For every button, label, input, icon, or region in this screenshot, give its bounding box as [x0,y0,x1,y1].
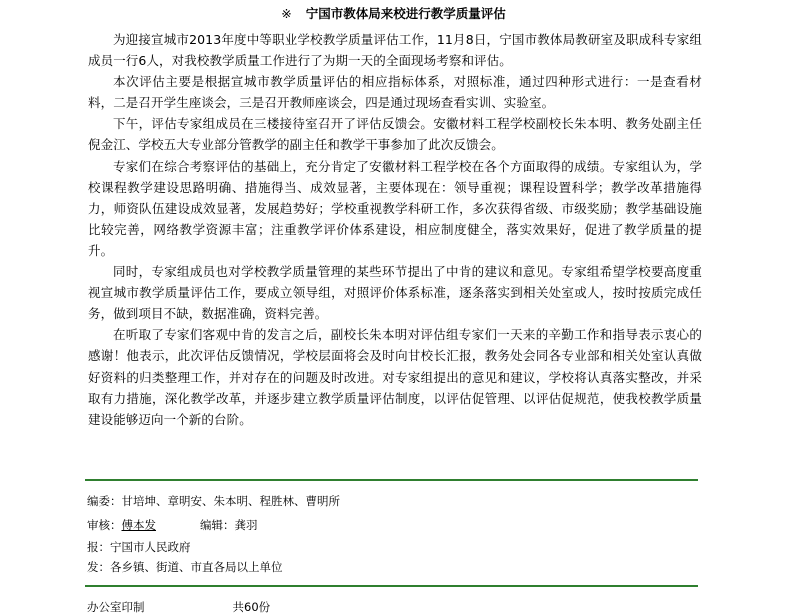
paragraph-evaluation-method: 本次评估主要是根据宣城市教学质量评估的相应指标体系，对照标准，通过四种形式进行：一是查看材料，二是召开学生座谈会，三是召开教师座谈会，四是通过现场查看实训、实验室。 [88,74,702,111]
distribution-label: 发： [87,560,110,574]
paragraph-feedback-meeting: 下午，评估专家组成员在三楼接待室召开了评估反馈会。安徽材料工程学校副校长朱本明、教务处副主任倪金江、学校五大专业部分管教学的副主任和教学干事参加了此次反馈会。 [88,116,702,153]
editorial-board-names: 甘培坤、章明安、朱本明、程胜林、曹明所 [121,494,340,508]
distribution-line [87,560,283,574]
editorial-board-label: 编委： [87,494,122,508]
review-line [87,518,258,532]
reviewer-name: 傅本发 [121,518,156,532]
footer-divider-bottom [85,585,698,587]
report-to-label: 报： [87,540,110,554]
editor-label: 编辑： [200,518,235,532]
paragraph-closing: 在听取了专家们客观中肯的发言之后，副校长朱本明对评估组专家们一天来的辛勤工作和指导表示衷心的感谢！他表示，此次评估反馈情况，学校层面将会及时向甘校长汇报，教务处会同各专业部和相关处室认真做好资料的归类整理工作，并对存在的问题及时改进。对专家组提出的意见和建议，学校将认真落实整改，并采取有力措施，深化教学改革，并逐步建立教学质量评估制度，以评估促管理、以评估促规范，使我校教学质量建设能够迈向一个新的台阶。 [88,327,702,427]
article-title [0,6,787,22]
reviewer-label: 审核： [87,518,122,532]
editor-name: 龚羽 [234,518,258,532]
distribution-recipients: 各乡镇、街道、市直各局以上单位 [110,560,283,574]
editorial-board-line [87,494,340,508]
article-body [88,29,702,430]
article-title-text: 宁国市教体局来校进行教学质量评估 [305,6,506,21]
copies-count: 共60份 [232,600,271,614]
report-to-line [87,540,191,554]
paragraph-achievements: 专家们在综合考察评估的基础上，充分肯定了安徽材料工程学校在各个方面取得的成绩。专家组认为，学校课程教学建设思路明确、措施得当、成效显著，主要体现在：领导重视；课程设置科学；教学改革措施得力，师资队伍建设成效显著，发展趋势好；学校重视教学科研工作，多次获得省级、市级奖励；教学基础设施比较完善，网络教学资源丰富；注重教学评价体系建设，相应制度健全，落实效果好，促进了教学质量的提升。 [88,158,702,258]
paragraph-intro: 为迎接宣城市2013年度中等职业学校教学质量评估工作，11月8日，宁国市教体局教研室及职成科专家组成员一行6人，对我校教学质量工作进行了为期一天的全面现场考察和评估。 [88,32,702,69]
printer-text: 办公室印制 [87,600,145,614]
reference-mark-icon: ※ [281,6,292,21]
report-to-recipient: 宁国市人民政府 [110,540,191,554]
paragraph-suggestions: 同时，专家组成员也对学校教学质量管理的某些环节提出了中肯的建议和意见。专家组希望学校要高度重视宣城市教学质量评估工作，要成立领导组，对照评价体系标准，逐条落实到相关处室或人，按时按质完成任务，做到项目不缺，数据准确，资料完善。 [88,264,702,322]
footer-divider-top [85,479,698,481]
print-info-line [87,600,270,614]
